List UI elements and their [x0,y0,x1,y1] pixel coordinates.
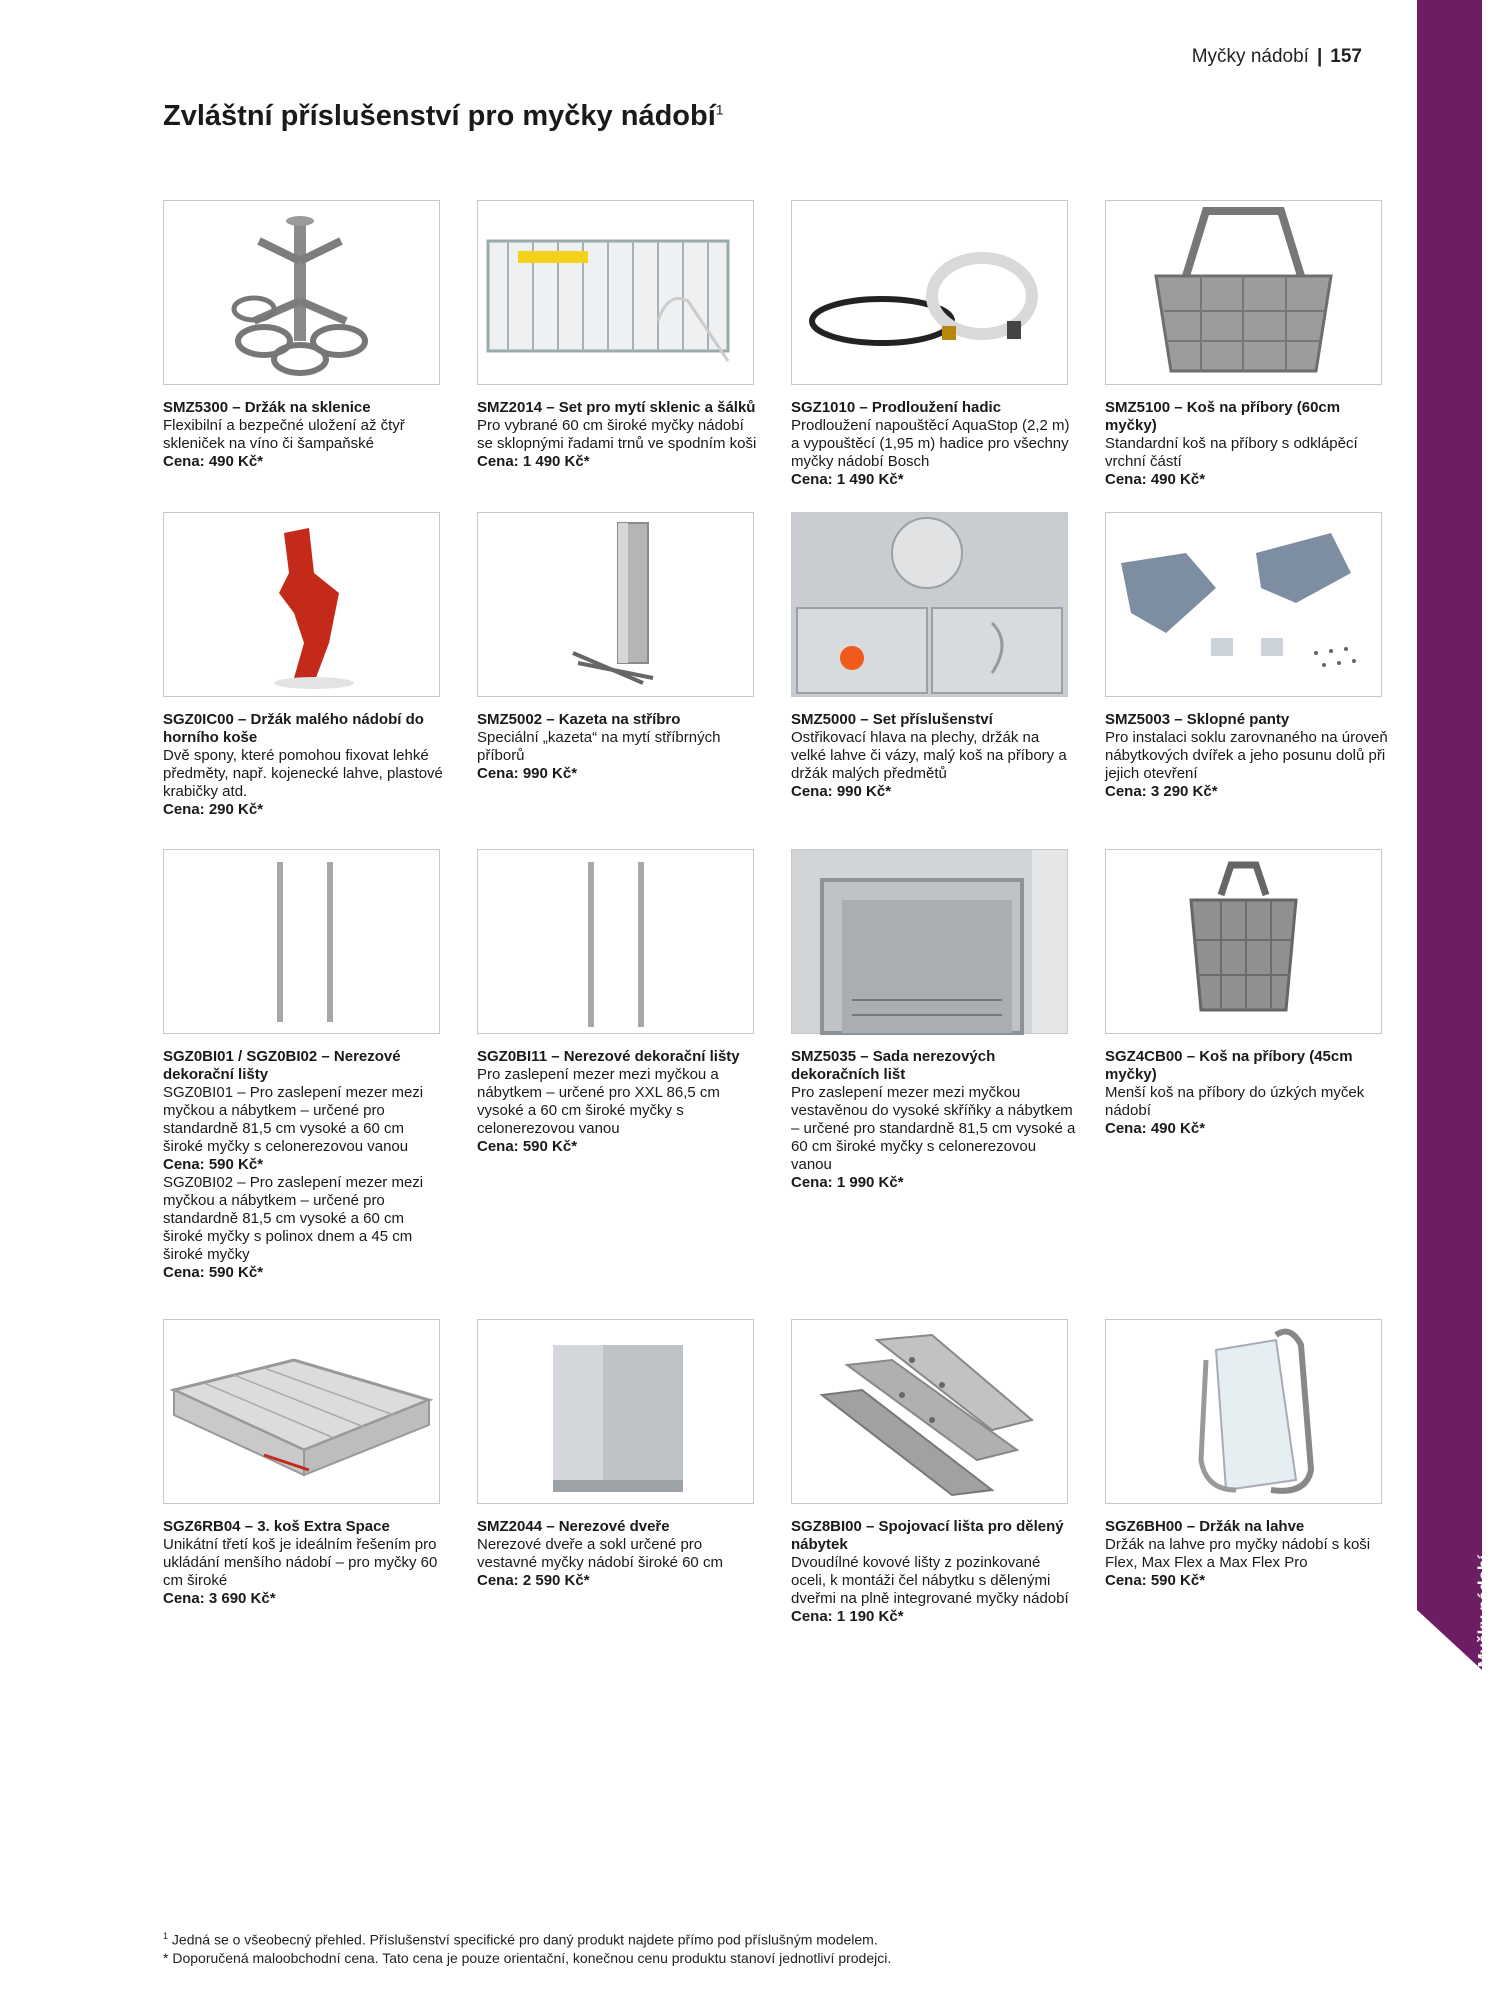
product-description: Speciální „kazeta“ na mytí stříbrných příborů [477,729,721,764]
product-description: Držák na lahve pro myčky nádobí s koši Flex, Max Flex a Max Flex Pro [1105,1536,1371,1571]
product-name: SMZ5000 – Set příslušenství [791,711,993,728]
product-description: Nerezové dveře a sokl určené pro vestavné myčky nádobí široké 60 cm [477,1536,723,1571]
product-price: Cena: 1 490 Kč* [477,453,590,470]
product-sgz6bh00 [1105,1319,1390,1590]
title-footnote-mark: 1 [715,101,724,118]
glass-holder-image [163,200,440,385]
product-name: SGZ8BI00 – Spojovací lišta pro dělený nábytek [791,1518,1064,1553]
product-price-2: Cena: 590 Kč* [163,1264,264,1281]
cutlery-basket-image [1105,200,1382,385]
product-price: Cena: 3 690 Kč* [163,1590,276,1607]
product-smz5035 [791,849,1076,1192]
dishwasher-interior-image [791,849,1068,1034]
product-sgz1010 [791,200,1076,489]
product-price: Cena: 490 Kč* [1105,1120,1206,1137]
footnote-1-text: Jedná se o všeobecný přehled. Příslušenství specifické pro daný produkt najdete přímo pod příslušným modelem. [171,1931,878,1948]
product-name: SGZ1010 – Prodloužení hadic [791,399,1002,416]
steel-door-image [477,1319,754,1504]
product-price: Cena: 990 Kč* [791,783,892,800]
product-name: SGZ0BI01 / SGZ0BI02 – Nerezové dekorační lišty [163,1048,401,1083]
product-description: Dvoudílné kovové lišty z pozinkované oceli, k montáži čel nábytku s dělenými dveřmi na plně integrované myčky nádobí [791,1554,1069,1607]
accessory-set-image [791,512,1068,697]
product-description: Standardní koš na příbory s odklápěcí vrchní částí [1105,435,1358,470]
product-description: Pro vybrané 60 cm široké myčky nádobí se sklopnými řadami trnů ve spodním koši [477,417,757,452]
product-smz5300 [163,200,448,471]
product-name: SGZ6RB04 – 3. koš Extra Space [163,1518,390,1535]
product-description: Prodloužení napouštěcí AquaStop (2,2 m) a vypouštěcí (1,95 m) hadice pro všechny myčky nádobí Bosch [791,417,1070,470]
product-smz5100 [1105,200,1390,489]
product-price: Cena: 490 Kč* [1105,471,1206,488]
page-header [1192,46,1362,68]
product-name: SGZ6BH00 – Držák na lahve [1105,1518,1305,1535]
third-rack-image [163,1319,440,1504]
product-name: SGZ4CB00 – Koš na příbory (45cm myčky) [1105,1048,1353,1083]
decor-strips-image [163,849,440,1034]
product-name: SGZ0BI11 – Nerezové dekorační lišty [477,1048,740,1065]
product-name: SMZ2014 – Set pro mytí sklenic a šálků [477,399,756,416]
product-smz2014 [477,200,762,471]
decor-strips-xxl-image [477,849,754,1034]
silver-cassette-image [477,512,754,697]
section-tab-band [1417,0,1482,1610]
section-tab [1417,0,1493,2000]
product-description: Flexibilní a bezpečné uložení až čtyř skleniček na víno či šampaňské [163,417,405,452]
product-sgz6rb04 [163,1319,448,1608]
product-sgz0bi01 [163,849,448,1282]
product-price: Cena: 990 Kč* [477,765,578,782]
product-smz5003 [1105,512,1390,801]
bottle-holder-image [1105,1319,1382,1504]
page-number: 157 [1330,46,1362,67]
product-price: Cena: 590 Kč* [163,1156,264,1173]
hose-extension-image [791,200,1068,385]
product-smz2044 [477,1319,762,1590]
product-price: Cena: 1 490 Kč* [791,471,904,488]
connecting-strip-image [791,1319,1068,1504]
footnote-1 [163,1927,891,1949]
product-description: Ostřikovací hlava na plechy, držák na velké lahve či vázy, malý koš na příbory a držák malých předmětů [791,729,1067,782]
product-price: Cena: 1 990 Kč* [791,1174,904,1191]
product-name: SMZ5035 – Sada nerezových dekoračních lišt [791,1048,996,1083]
product-sgz8bi00 [791,1319,1076,1626]
product-sgz0bi11 [477,849,762,1156]
product-description: Unikátní třetí koš je ideálním řešením pro ukládání menšího nádobí – pro myčky 60 cm široké [163,1536,438,1589]
section-tab-label: Myčky nádobí [1474,1555,1493,1668]
product-description: SGZ0BI01 – Pro zaslepení mezer mezi myčkou a nábytkem – určené pro standardně 81,5 cm vysoké a 60 cm široké myčky s celonerezovou vanou [163,1084,424,1155]
product-description: Pro zaslepení mezer mezi myčkou vestavěnou do vysoké skříňky a nábytkem – určené pro standardně 81,5 cm vysoké a 60 cm široké myčky s celonerezovou vanou [791,1084,1076,1173]
product-name: SMZ5003 – Sklopné panty [1105,711,1290,728]
hinges-image [1105,512,1382,697]
footnote-2-mark: * [163,1949,169,1966]
glass-basket-image [477,200,754,385]
product-price: Cena: 590 Kč* [477,1138,578,1155]
footnote-2 [163,1949,891,1967]
product-smz5002 [477,512,762,783]
product-price: Cena: 590 Kč* [1105,1572,1206,1589]
product-name: SMZ5300 – Držák na sklenice [163,399,371,416]
small-items-holder-image [163,512,440,697]
product-price: Cena: 290 Kč* [163,801,264,818]
header-separator: | [1316,46,1323,67]
product-price: Cena: 2 590 Kč* [477,1572,590,1589]
narrow-cutlery-basket-image [1105,849,1382,1034]
product-description: Dvě spony, které pomohou fixovat lehké předměty, např. kojenecké lahve, plastové krabičky atd. [163,747,443,800]
footnotes [163,1927,891,1967]
product-description: Menší koš na příbory do úzkých myček nádobí [1105,1084,1365,1119]
product-sgz4cb00 [1105,849,1390,1138]
product-name: SMZ2044 – Nerezové dveře [477,1518,670,1535]
product-sgz0ic00 [163,512,448,819]
section-tab-corner [1417,1610,1482,1670]
product-name: SMZ5002 – Kazeta na stříbro [477,711,681,728]
product-price: Cena: 3 290 Kč* [1105,783,1218,800]
product-description: Pro zaslepení mezer mezi myčkou a nábytkem – určené pro XXL 86,5 cm vysoké a 60 cm široké myčky s celonerezovou vanou [477,1066,720,1137]
product-name: SGZ0IC00 – Držák malého nádobí do horního koše [163,711,424,746]
footnote-1-mark: 1 [163,1931,169,1941]
page-title-text: Zvláštní příslušenství pro myčky nádobí [163,100,716,132]
product-smz5000 [791,512,1076,801]
section-name: Myčky nádobí [1191,46,1309,67]
product-name: SMZ5100 – Koš na příbory (60cm myčky) [1105,399,1341,434]
product-description: Pro instalaci soklu zarovnaného na úroveň nábytkových dvířek a jeho posunu dolů při jejich otevření [1105,729,1388,782]
product-price: Cena: 490 Kč* [163,453,264,470]
product-price: Cena: 1 190 Kč* [791,1608,904,1625]
product-description-2: SGZ0BI02 – Pro zaslepení mezer mezi myčkou a nábytkem – určené pro standardně 81,5 cm vysoké a 60 cm široké myčky s polinox dnem a 45 cm široké myčky [163,1174,424,1263]
footnote-2-text: Doporučená maloobchodní cena. Tato cena je pouze orientační, konečnou cenu produktu stanoví jednotliví prodejci. [172,1949,892,1966]
page-title [163,100,724,133]
